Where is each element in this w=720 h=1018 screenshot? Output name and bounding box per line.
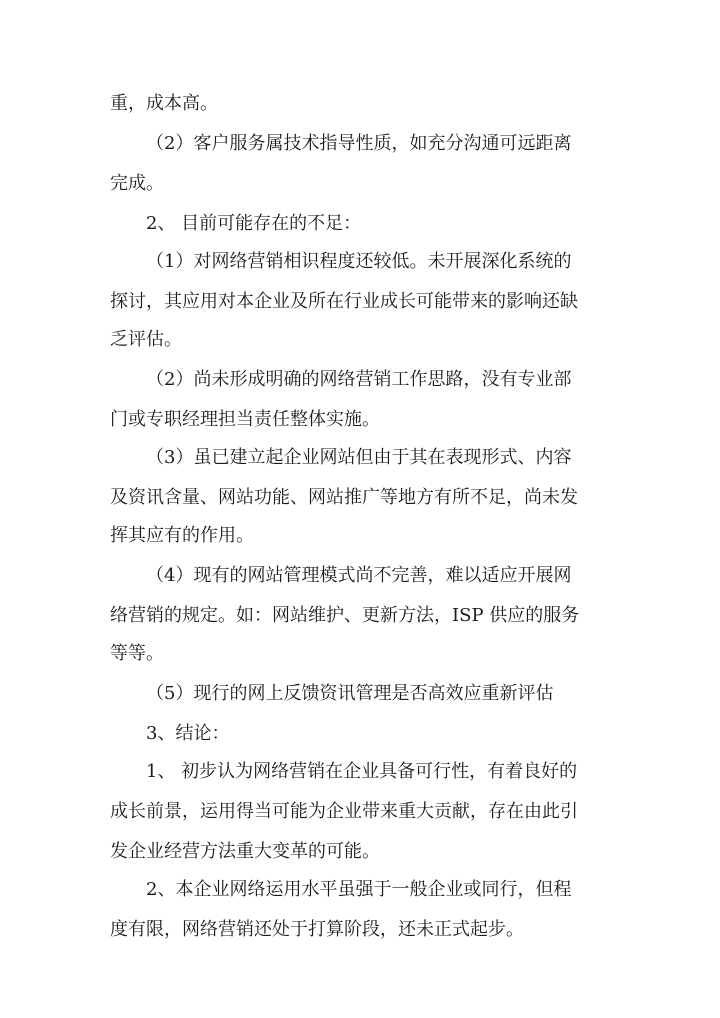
text-line: 重，成本高。 (110, 93, 218, 114)
text-line: （2）客户服务属技术指导性质，如充分沟通可远距离 (146, 133, 572, 154)
text-line: （2）尚未形成明确的网络营销工作思路，没有专业部 (146, 369, 572, 390)
text-line: 乏评估。 (110, 329, 182, 350)
text-line: （5）现行的网上反馈资讯管理是否高效应重新评估 (146, 683, 554, 704)
text-line: 2、本企业网络运用水平虽强于一般企业或同行，但程 (146, 879, 572, 900)
text-line: 门或专职经理担当责任整体实施。 (110, 409, 380, 430)
text-line: 1、 初步认为网络营销在企业具备可行性，有着良好的 (146, 761, 578, 782)
section-heading: 2、 目前可能存在的不足： (146, 213, 362, 234)
text-line: 度有限，网络营销还处于打算阶段，还未正式起步。 (110, 919, 524, 940)
text-line: 及资讯含量、网站功能、网站推广等地方有所不足，尚未发 (110, 487, 578, 508)
text-line: （3）虽已建立起企业网站但由于其在表现形式、内容 (146, 447, 572, 468)
text-line: 发企业经营方法重大变革的可能。 (110, 841, 380, 862)
text-line: （1）对网络营销相识程度还较低。未开展深化系统的 (146, 251, 572, 272)
text-line: 等等。 (110, 643, 164, 664)
text-line: （4）现有的网站管理模式尚不完善，难以适应开展网 (146, 565, 572, 586)
text-line: 探讨，其应用对本企业及所在行业成长可能带来的影响还缺 (110, 291, 578, 312)
text-line: 成长前景，运用得当可能为企业带来重大贡献，存在由此引 (110, 801, 578, 822)
text-line: 完成。 (110, 173, 164, 194)
text-line: 挥其应有的作用。 (110, 525, 254, 546)
section-heading: 3、结论： (146, 723, 230, 744)
text-line: 络营销的规定。如：网站维护、更新方法，ISP 供应的服务 (110, 605, 580, 626)
